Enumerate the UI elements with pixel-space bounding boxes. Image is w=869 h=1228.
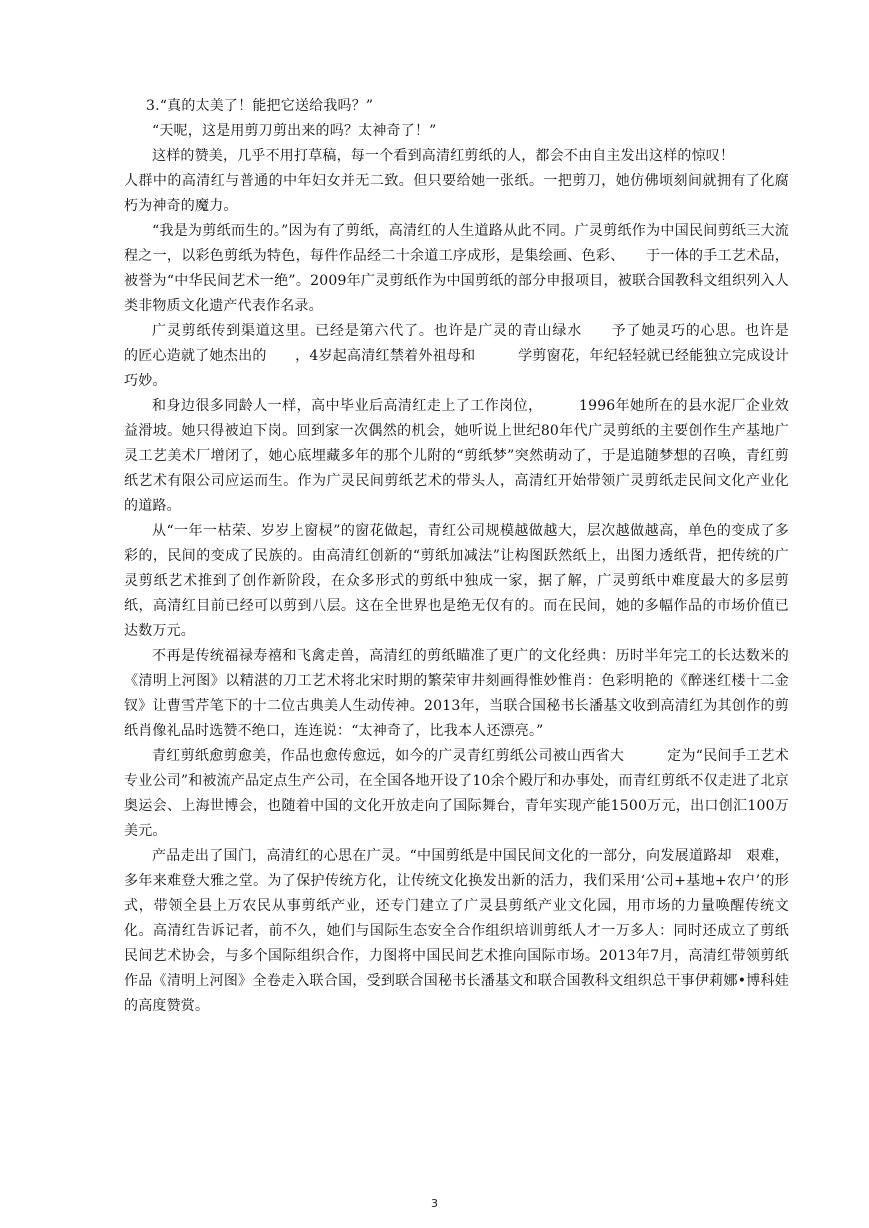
paragraph: 青红剪纸愈剪愈美，作品也愈传愈远，如今的广灵青红剪纸公司被山西省大 定为“民间手工艺术专业公司”和被流产品定点生产公司，在全国各地开设了10余个殿厅和办事处，而青红剪纸不仅走进了北京奥运会、上海世博会，也随着中国的文化开放走向了国际舞台，青年实现产能1500万元，出口创汇100万美元。 xyxy=(124,748,789,839)
paragraph: “我是为剪纸而生的。”因为有了剪纸，高清红的人生道路从此不同。广灵剪纸作为中国民间剪纸三大流程之一，以彩色剪纸为特色，每件作品经二十余道工序成形，是集绘画、色彩、 于一体的手工艺术品，被誉为“中华民间艺术一绝”。2009年广灵剪纸作为中国剪纸的部分申报项目，被联合国教科文组织列入人类非物质文化遗产代表作名录。 xyxy=(124,223,789,314)
paragraph: 和身边很多同龄人一样，高中毕业后高清红走上了工作岗位， 1996年她所在的县水泥厂企业效益滑坡。她只得被迫下岗。回到家一次偶然的机会，她听说上世纪80年代广灵剪纸的主要创作生产基地广灵工艺美术厂增闭了，她心底埋藏多年的那个儿附的“剪纸梦”突然萌动了，于是追随梦想的召唤，青红剪纸艺术有限公司应运而生。作为广灵民间剪纸艺术的带头人，高清红开始带领广灵剪纸走民间文化产业化的道路。 xyxy=(124,398,789,514)
paragraph: 这样的赞美，几乎不用打草稿，每一个看到高清红剪纸的人，都会不由自主发出这样的惊叹！ xyxy=(152,148,735,164)
paragraph: 产品走出了国门，高清红的心思在广灵。“中国剪纸是中国民间文化的一部分，向发展道路却 艰难，多年来难登大雅之堂。为了保护传统方化，让传统文化换发出新的活力，我们采用‘公司+基地+农户’的形式，带领全县上万农民从事剪纸产业，还专门建立了广灵县剪纸产业文化园，用市场的力量唤醒传统文化。高清红告诉记者，前不久，她们与国际生态安全合作组织培训剪纸人才一万多人：同时还成立了剪纸民间艺术协会，与多个国际组织合作，力图将中国民间艺术推向国际市场。2013年7月，高清红带领剪纸作品《清明上河图》全卷走入联合国，受到联合国秘书长潘基文和联合国教科文组织总干事伊莉娜•博科娃的高度赞赏。 xyxy=(124,848,789,1014)
paragraph: 人群中的高清红与普通的中年妇女并无二致。但只要给她一张纸。一把剪刀，她仿佛顷刻间就拥有了化腐朽为神奇的魔力。 xyxy=(124,173,789,214)
paragraph: 广灵剪纸传到渠道这里。已经是第六代了。也许是广灵的青山绿水 予了她灵巧的心思。也许是 的匠心造就了她杰出的 ，4岁起高清红禁着外祖母和 学剪窗花，年纪轻轻就已经能独立完成设计巧妙。 xyxy=(124,323,832,389)
paragraph: 不再是传统福禄寿禧和飞禽走兽，高清红的剪纸瞄准了更广的文化经典：历时半年完工的长达数米的《清明上河图》以精湛的刀工艺术将北宋时期的繁荣审井刻画得惟妙惟肖：色彩明艳的《醉迷红楼十二金钗》让曹雪芹笔下的十二位古典美人生动传神。2013年，当联合国秘书长潘基文收到高清红为其创作的剪纸肖像礼品时选赞不绝口，连连说：“太神奇了，比我本人还漂亮。” xyxy=(124,648,789,739)
question-heading: 3.“真的太美了！能把它送给我吗？” xyxy=(146,98,374,114)
page-number: 3 xyxy=(431,1197,438,1210)
paragraph: 从“一年一枯荣、岁岁上窗棂”的窗花做起，青红公司规模越做越大，层次越做越高，单色的变成了多彩的，民间的变成了民族的。由高清红创新的“剪纸加减法”让构图跃然纸上，出图力透纸背，把传统的广灵剪纸艺术推到了创作新阶段，在众多形式的剪纸中独成一家，据了解，广灵剪纸中难度最大的多层剪纸，高清红目前已经可以剪到八层。这在全世界也是绝无仅有的。而在民间，她的多幅作品的市场价值已达数万元。 xyxy=(124,523,789,639)
article-body xyxy=(124,94,832,1019)
paragraph: “天呢，这是用剪刀剪出来的吗？太神奇了！” xyxy=(152,123,437,139)
